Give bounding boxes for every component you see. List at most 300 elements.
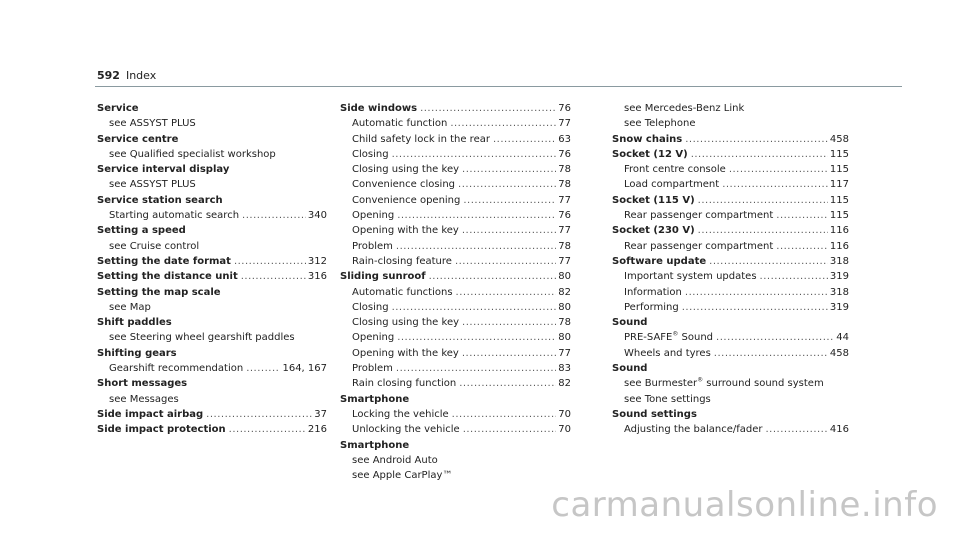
- page-ref[interactable]: 80: [558, 271, 571, 283]
- dot-leader: [776, 239, 828, 254]
- dot-leader: [463, 193, 556, 208]
- entry-heading: Service station search: [97, 194, 223, 206]
- dot-leader: [458, 177, 556, 192]
- entry-heading-row: [97, 376, 327, 391]
- index-entry: [97, 101, 327, 132]
- subentry-text: Automatic functions: [352, 286, 453, 298]
- entry-heading-row: [97, 407, 327, 422]
- subentry-label: [109, 116, 196, 131]
- subentry-label: [352, 193, 460, 208]
- subentry-row: [340, 162, 571, 177]
- dot-leader: [698, 193, 828, 208]
- subentry-label: [352, 162, 459, 177]
- entry-heading-row: [97, 223, 327, 238]
- entry-heading: Smartphone: [340, 439, 410, 451]
- subentry-row: [340, 147, 571, 162]
- entry-heading: Side windows: [340, 103, 418, 114]
- subentry-row: [612, 239, 849, 254]
- dot-leader: [396, 361, 556, 376]
- dot-leader: [760, 269, 828, 284]
- subentry-text: see Qualified specialist workshop: [109, 148, 276, 160]
- subentry-text-rest: Sound: [678, 332, 714, 344]
- subentry-text: Rear passenger compartment: [624, 210, 774, 222]
- index-entry: [97, 422, 327, 437]
- dot-leader: [456, 285, 557, 300]
- subentry-text: Closing: [352, 148, 389, 160]
- subentry-row: [612, 208, 849, 223]
- subentry-row: [340, 132, 571, 147]
- page-ref[interactable]: 82: [558, 378, 571, 390]
- dot-leader: [462, 162, 556, 177]
- subentry-label: [352, 300, 389, 315]
- subentry-text: see Cruise control: [109, 240, 200, 252]
- subentry-row: [340, 254, 571, 269]
- subentry-label: [109, 208, 239, 223]
- subentry-label: [624, 269, 757, 284]
- subentry-label: [624, 101, 744, 116]
- dot-leader: [493, 132, 556, 147]
- subentry-text: Wheels and tyres: [624, 347, 711, 359]
- subentry-text: Opening: [352, 332, 395, 344]
- subentry-row: [97, 147, 327, 162]
- page-ref[interactable]: 115: [829, 164, 849, 176]
- subentry-text: see Telephone: [624, 118, 696, 130]
- subentry-text: see Mercedes-Benz Link: [624, 103, 745, 114]
- subentry-label: [109, 239, 199, 254]
- entry-heading: Sound settings: [612, 408, 697, 420]
- subentry-text: Opening with the key: [352, 347, 459, 359]
- subentry-label: [624, 300, 679, 315]
- page-ref[interactable]: 83: [558, 363, 571, 375]
- subentry-row: [612, 422, 849, 437]
- subentry-label: [352, 330, 394, 345]
- dot-leader: [729, 162, 828, 177]
- entry-heading: Side impact airbag: [97, 408, 204, 420]
- subentry-text: Child safety lock in the rear: [352, 133, 490, 145]
- entry-heading: Setting the date format: [97, 255, 231, 267]
- page-ref[interactable]: 78: [558, 317, 571, 329]
- page-ref[interactable]: 63: [558, 133, 571, 145]
- subentry-row: [612, 269, 849, 284]
- entry-heading: Setting the distance unit: [97, 271, 238, 283]
- subentry-text: see Apple CarPlay™: [352, 470, 453, 482]
- entry-heading: Service centre: [97, 133, 179, 145]
- subentry-text: PRE-SAFE: [624, 332, 673, 344]
- dot-leader: [685, 285, 828, 300]
- subentry-row: [340, 453, 571, 468]
- entry-heading-row: [340, 269, 571, 284]
- entry-heading: Shifting gears: [97, 347, 177, 359]
- subentry-row: [97, 208, 327, 223]
- entry-heading-row: [97, 285, 327, 300]
- subentry-text: Closing: [352, 301, 389, 313]
- subentry-row: [340, 346, 571, 361]
- subentry-row: [612, 116, 849, 131]
- subentry-text: see Burmester: [624, 378, 698, 390]
- subentry-text: Rain closing function: [352, 378, 457, 390]
- subentry-label: [352, 315, 459, 330]
- index-entry: [612, 132, 849, 147]
- index-entry: [612, 315, 849, 361]
- index-entry: [97, 407, 327, 422]
- subentry-text: Rear passenger compartment: [624, 240, 774, 252]
- entry-heading-row: [612, 132, 849, 147]
- subentry-row: [340, 239, 571, 254]
- subentry-label: [109, 392, 179, 407]
- page-ref[interactable]: 416: [829, 424, 849, 436]
- subentry-row: [340, 330, 571, 345]
- entry-heading-row: [97, 193, 327, 208]
- index-entry: [612, 193, 849, 224]
- subentry-label: [352, 453, 438, 468]
- dot-leader: [455, 254, 556, 269]
- subentry-label: [352, 116, 447, 131]
- subentry-label: [352, 285, 453, 300]
- entry-heading-row: [612, 361, 849, 376]
- subentry-label: [624, 116, 695, 131]
- page-ref[interactable]: 78: [558, 164, 571, 176]
- subentry-row: [612, 177, 849, 192]
- subentry-label: [352, 223, 459, 238]
- subentry-row: [340, 285, 571, 300]
- page-ref[interactable]: 216: [307, 424, 327, 436]
- page-ref[interactable]: 37: [314, 408, 327, 420]
- subentry-label: [352, 132, 490, 147]
- page-ref[interactable]: 77: [558, 255, 571, 267]
- subentry-text: Performing: [624, 301, 679, 313]
- entry-heading: Sound: [612, 363, 648, 375]
- page-ref[interactable]: 318: [829, 255, 849, 267]
- index-entry: [97, 223, 327, 254]
- entry-heading-row: [612, 193, 849, 208]
- dot-leader: [462, 346, 556, 361]
- entry-heading: Short messages: [97, 378, 188, 390]
- subentry-text: Automatic function: [352, 118, 448, 130]
- subentry-label: [624, 177, 719, 192]
- dot-leader: [459, 376, 556, 391]
- entry-heading: Socket (12 V): [612, 148, 688, 160]
- subentry-text: Opening with the key: [352, 225, 459, 237]
- page-ref[interactable]: 115: [829, 148, 849, 160]
- subentry-label: [352, 147, 389, 162]
- subentry-text: Convenience closing: [352, 179, 456, 191]
- subentry-row: [612, 392, 849, 407]
- subentry-label: [624, 392, 711, 407]
- index-entry: [612, 147, 849, 193]
- subentry-label: [624, 330, 713, 345]
- subentry-label: [109, 330, 295, 345]
- dot-leader: [396, 239, 556, 254]
- entry-heading-row: [97, 254, 327, 269]
- page-ref[interactable]: 78: [558, 179, 571, 191]
- dot-leader: [691, 147, 828, 162]
- page-ref[interactable]: 458: [829, 133, 849, 145]
- index-entry: [340, 438, 571, 484]
- subentry-label: [352, 177, 455, 192]
- subentry-text: Adjusting the balance/fader: [624, 424, 763, 436]
- section-title: Index: [125, 69, 157, 82]
- subentry-text: Closing using the key: [352, 317, 460, 329]
- entry-heading-row: [612, 147, 849, 162]
- dot-leader: [450, 116, 556, 131]
- index-entry: [97, 162, 327, 193]
- subentry-text: Locking the vehicle: [352, 408, 449, 420]
- subentry-text: Important system updates: [624, 271, 757, 283]
- entry-heading-row: [612, 407, 849, 422]
- subentry-text: see ASSYST PLUS: [109, 118, 196, 130]
- subentry-text: Problem: [352, 363, 393, 375]
- dot-leader: [766, 422, 828, 437]
- dot-leader: [776, 208, 828, 223]
- subentry-text: see Messages: [109, 393, 179, 405]
- index-entry: [612, 254, 849, 315]
- subentry-label: [109, 177, 196, 192]
- dot-leader: [452, 407, 557, 422]
- subentry-row: [612, 330, 849, 345]
- subentry-text: see ASSYST PLUS: [109, 179, 196, 191]
- dot-leader: [242, 208, 306, 223]
- entry-heading-row: [97, 422, 327, 437]
- entry-heading: Sound: [612, 317, 648, 329]
- subentry-row: [340, 376, 571, 391]
- subentry-text: see Android Auto: [352, 454, 438, 466]
- page-ref[interactable]: 44: [836, 332, 849, 344]
- entry-heading-row: [612, 254, 849, 269]
- index-column-1: [97, 101, 327, 438]
- page-ref[interactable]: 76: [558, 210, 571, 222]
- entry-heading-row: [340, 392, 571, 407]
- index-entry: [340, 101, 571, 269]
- subentry-row: [612, 346, 849, 361]
- page-ref[interactable]: 318: [829, 286, 849, 298]
- index-entry: [97, 346, 327, 377]
- entry-heading: Snow chains: [612, 133, 683, 145]
- subentry-label: [109, 300, 151, 315]
- page-ref[interactable]: 116: [829, 225, 849, 237]
- index-entry: [612, 223, 849, 254]
- page-ref[interactable]: 312: [307, 255, 327, 267]
- entry-heading-row: [612, 315, 849, 330]
- index-entry: [97, 376, 327, 407]
- entry-heading: Setting a speed: [97, 225, 186, 237]
- page-ref[interactable]: 117: [829, 179, 849, 191]
- subentry-text: see Steering wheel gearshift paddles: [109, 332, 295, 344]
- subentry-label: [624, 208, 773, 223]
- index-entry: [97, 269, 327, 284]
- subentry-row: [340, 177, 571, 192]
- dot-leader: [462, 315, 556, 330]
- dot-leader: [246, 361, 280, 376]
- subentry-label: [352, 239, 393, 254]
- dot-leader: [420, 101, 556, 116]
- subentry-row: [340, 116, 571, 131]
- subentry-row: [612, 376, 849, 391]
- subentry-text: Opening: [352, 210, 395, 222]
- subentry-row: [340, 468, 571, 483]
- dot-leader: [698, 223, 828, 238]
- subentry-label: [352, 361, 393, 376]
- index-entry: [97, 132, 327, 163]
- subentry-text: Front centre console: [624, 164, 726, 176]
- page-ref[interactable]: 82: [558, 286, 571, 298]
- dot-leader: [714, 346, 828, 361]
- page-ref[interactable]: 77: [558, 194, 571, 206]
- page-ref[interactable]: 80: [558, 332, 571, 344]
- subentry-row: [97, 300, 327, 315]
- subentry-row: [340, 315, 571, 330]
- subentry-label: [109, 147, 276, 162]
- subentry-label: [109, 361, 243, 376]
- entry-heading-row: [612, 223, 849, 238]
- subentry-text: Unlocking the vehicle: [352, 424, 460, 436]
- index-entry: [612, 407, 849, 438]
- index-entry: [97, 193, 327, 224]
- subentry-row: [612, 101, 849, 116]
- registered-mark: ®: [697, 377, 704, 385]
- subentry-label: [352, 407, 449, 422]
- subentry-row: [340, 407, 571, 422]
- subentry-text: see Map: [109, 301, 151, 313]
- index-entry: [340, 392, 571, 438]
- page-number: 592: [97, 69, 120, 82]
- subentry-label: [352, 422, 460, 437]
- subentry-text: Problem: [352, 240, 393, 252]
- subentry-row: [340, 361, 571, 376]
- index-entry: [612, 361, 849, 407]
- page-ref[interactable]: 116: [829, 240, 849, 252]
- subentry-label: [624, 346, 711, 361]
- subentry-row: [340, 208, 571, 223]
- page-ref[interactable]: 340: [307, 210, 327, 222]
- subentry-row: [97, 392, 327, 407]
- entry-heading: Smartphone: [340, 393, 410, 405]
- subentry-label: [352, 376, 456, 391]
- subentry-row: [97, 116, 327, 131]
- entry-heading: Service interval display: [97, 164, 230, 176]
- subentry-row: [612, 285, 849, 300]
- subentry-label: [352, 254, 452, 269]
- page-ref[interactable]: 164, 167: [282, 363, 327, 375]
- subentry-row: [97, 361, 327, 376]
- subentry-label: [624, 162, 726, 177]
- dot-leader: [392, 300, 557, 315]
- subentry-label: [624, 285, 682, 300]
- subentry-row: [612, 300, 849, 315]
- index-column-3: [612, 101, 849, 438]
- entry-heading: Shift paddles: [97, 317, 172, 329]
- subentry-text: Gearshift recommendation: [109, 363, 244, 375]
- entry-heading: Sliding sunroof: [340, 271, 426, 283]
- dot-leader: [241, 269, 306, 284]
- entry-heading-row: [340, 101, 571, 116]
- page-ref[interactable]: 77: [558, 118, 571, 130]
- dot-leader: [397, 208, 556, 223]
- dot-leader: [716, 330, 834, 345]
- subentry-label: [352, 208, 394, 223]
- page-ref[interactable]: 80: [558, 301, 571, 313]
- watermark: carmanualsonline.info: [551, 485, 938, 525]
- page-ref[interactable]: 70: [558, 424, 571, 436]
- dot-leader: [234, 254, 306, 269]
- page-ref[interactable]: 115: [829, 210, 849, 222]
- page-ref[interactable]: 76: [558, 148, 571, 160]
- entry-heading: Socket (230 V): [612, 225, 695, 237]
- dot-leader: [462, 223, 556, 238]
- page-header: [97, 69, 156, 83]
- subentry-row: [97, 330, 327, 345]
- page-ref[interactable]: 78: [558, 240, 571, 252]
- subentry-text: Convenience opening: [352, 194, 461, 206]
- index-column-2: [340, 101, 571, 483]
- subentry-row: [340, 223, 571, 238]
- entry-heading-row: [97, 101, 327, 116]
- dot-leader: [463, 422, 557, 437]
- dot-leader: [722, 177, 828, 192]
- subentry-row: [340, 300, 571, 315]
- page-ref[interactable]: 115: [829, 194, 849, 206]
- subentry-row: [340, 193, 571, 208]
- page-ref[interactable]: 70: [558, 408, 571, 420]
- page-ref[interactable]: 316: [307, 271, 327, 283]
- subentry-row: [97, 177, 327, 192]
- dot-leader: [206, 407, 312, 422]
- dot-leader: [397, 330, 556, 345]
- subentry-label: [352, 346, 459, 361]
- subentry-text: Load compartment: [624, 179, 720, 191]
- subentry-row: [97, 239, 327, 254]
- subentry-text: Rain-closing feature: [352, 255, 452, 267]
- subentry-text: Starting automatic search: [109, 210, 240, 222]
- page-ref[interactable]: 77: [558, 347, 571, 359]
- subentry-label: [624, 376, 824, 391]
- index-entry: [97, 285, 327, 316]
- subentry-text: Closing using the key: [352, 164, 460, 176]
- dot-leader: [709, 254, 828, 269]
- subentry-label: [352, 468, 452, 483]
- subentry-text: see Tone settings: [624, 393, 711, 405]
- dot-leader: [229, 422, 306, 437]
- subentry-label: [624, 239, 773, 254]
- entry-heading-row: [97, 132, 327, 147]
- subentry-text-rest: surround sound system: [703, 378, 824, 390]
- registered-mark: ®: [672, 331, 679, 339]
- index-entry: [612, 101, 849, 132]
- subentry-label: [624, 422, 763, 437]
- index-entry: [97, 315, 327, 346]
- dot-leader: [392, 147, 557, 162]
- entry-heading: Socket (115 V): [612, 194, 695, 206]
- page-ref[interactable]: 319: [829, 271, 849, 283]
- entry-heading-row: [97, 315, 327, 330]
- index-entry: [340, 269, 571, 391]
- header-rule: [95, 86, 902, 87]
- entry-heading: Setting the map scale: [97, 286, 221, 298]
- index-entry: [97, 254, 327, 269]
- subentry-row: [612, 162, 849, 177]
- page-ref[interactable]: 319: [829, 301, 849, 313]
- entry-heading-row: [97, 162, 327, 177]
- dot-leader: [429, 269, 557, 284]
- dot-leader: [682, 300, 828, 315]
- page-ref[interactable]: 458: [829, 347, 849, 359]
- entry-heading-row: [97, 346, 327, 361]
- entry-heading-row: [97, 269, 327, 284]
- subentry-row: [340, 422, 571, 437]
- dot-leader: [685, 132, 828, 147]
- entry-heading: Service: [97, 103, 139, 114]
- page-ref[interactable]: 76: [558, 103, 571, 114]
- page-ref[interactable]: 77: [558, 225, 571, 237]
